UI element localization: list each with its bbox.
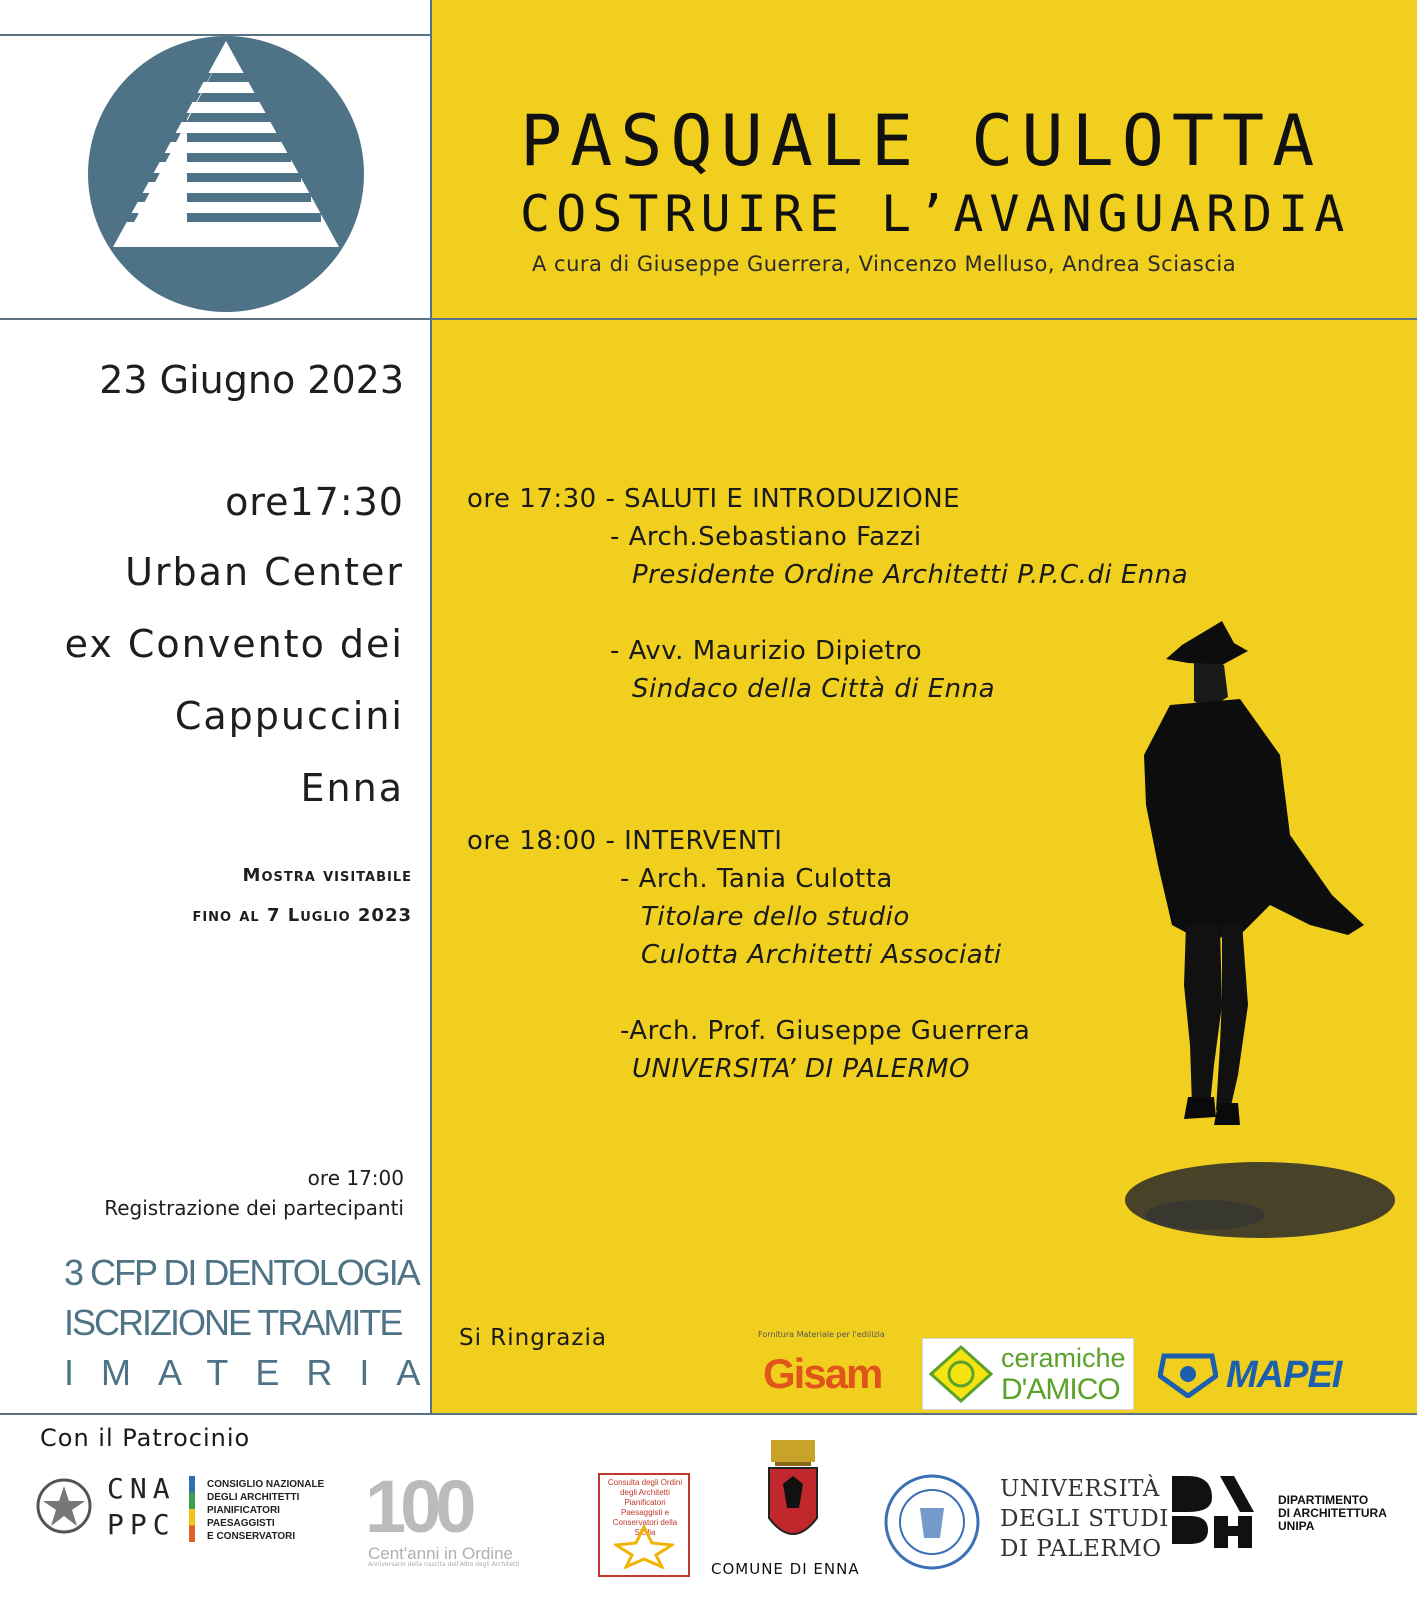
damico-line2: D'AMICO xyxy=(1001,1373,1120,1406)
cnappc-text-line: E CONSERVATORI xyxy=(207,1531,296,1542)
program-speaker-role: UNIVERSITA’ DI PALERMO xyxy=(632,1054,970,1084)
comune-label: COMUNE DI ENNA xyxy=(711,1560,860,1578)
unipa-text-line: DEGLI STUDI xyxy=(1000,1506,1169,1532)
program-speaker-role: Titolare dello studio xyxy=(641,902,910,932)
program-speaker: - Arch.Sebastiano Fazzi xyxy=(610,522,922,552)
program-session-heading: ore 17:30 - SALUTI E INTRODUZIONE xyxy=(467,484,961,514)
registration-label: Registrazione dei partecipanti xyxy=(104,1196,404,1220)
curators-line: A cura di Giuseppe Guerrera, Vincenzo Melluso, Andrea Sciascia xyxy=(532,252,1237,276)
program-speaker-role: Presidente Ordine Architetti P.P.C.di Enna xyxy=(632,560,1189,590)
cnappc-text-line: CONSIGLIO NAZIONALE xyxy=(207,1479,325,1490)
darch-monogram-icon xyxy=(1168,1472,1268,1552)
exhibition-dates-line: fino al 7 Luglio 2023 xyxy=(192,905,412,926)
program-speaker: - Avv. Maurizio Dipietro xyxy=(610,636,923,666)
darch-text-line: DIPARTIMENTO xyxy=(1278,1493,1369,1507)
city-crest-icon xyxy=(765,1438,821,1556)
darch-text-line: UNIPA xyxy=(1278,1519,1315,1533)
centanni-number: 100 xyxy=(365,1465,471,1548)
centanni-caption: Anniversario della nascita dell'Albo degli Architetti xyxy=(368,1561,520,1568)
exhibition-subtitle: COSTRUIRE L’AVANGUARDIA xyxy=(520,185,1351,243)
exhibition-title: PASQUALE CULOTTA xyxy=(520,100,1323,182)
walking-man-silhouette xyxy=(1110,605,1410,1255)
darch-text-line: DI ARCHITETTURA xyxy=(1278,1506,1387,1520)
patronage-label: Con il Patrocinio xyxy=(40,1424,251,1452)
divider-bottom xyxy=(0,1413,1417,1415)
venue-line: Urban Center xyxy=(125,550,404,594)
diamond-icon xyxy=(929,1345,993,1403)
cfp-registration-line: ISCRIZIONE TRAMITE xyxy=(64,1302,402,1343)
gisam-tagline: Fornitura Materiale per l'edilizia xyxy=(758,1330,885,1339)
cnappc-text-line: PAESAGGISTI xyxy=(207,1518,275,1529)
unipa-logo xyxy=(882,1472,1169,1572)
mapei-emblem-icon xyxy=(1158,1352,1218,1398)
ceramiche-damico-logo xyxy=(922,1338,1134,1410)
program-session-heading: ore 18:00 - INTERVENTI xyxy=(467,826,783,856)
exhibition-dates-line: Mostra visitabile xyxy=(242,865,412,886)
consulta-ordini-logo xyxy=(598,1473,690,1577)
gisam-wordmark: Gisam xyxy=(763,1350,882,1397)
divider-vertical xyxy=(430,0,432,1415)
event-time: ore17:30 xyxy=(225,480,404,524)
event-date: 23 Giugno 2023 xyxy=(99,358,404,402)
program-speaker-role: Culotta Architetti Associati xyxy=(641,940,1002,970)
cnappc-text-line: PIANIFICATORI xyxy=(207,1505,280,1516)
university-seal-icon xyxy=(882,1472,982,1572)
cfp-credits-line: 3 CFP DI DENTOLOGIA xyxy=(64,1252,419,1293)
venue-line: Cappuccini xyxy=(174,694,404,738)
unipa-text-line: DI PALERMO xyxy=(1000,1536,1162,1562)
program-speaker: -Arch. Prof. Giuseppe Guerrera xyxy=(620,1016,1031,1046)
thanks-label: Si Ringrazia xyxy=(459,1325,607,1351)
star-icon xyxy=(614,1525,674,1569)
divider-middle xyxy=(0,318,1417,320)
gisam-logo xyxy=(758,1330,898,1410)
comune-enna-logo xyxy=(705,1438,880,1578)
cfp-platform-line: IMATERIA xyxy=(64,1352,448,1393)
mapei-wordmark: MAPEI xyxy=(1226,1354,1342,1396)
damico-line1: ceramiche xyxy=(1001,1343,1126,1373)
centanni-title: Cent'anni in Ordine xyxy=(368,1544,513,1563)
mapei-logo xyxy=(1158,1350,1368,1400)
registration-time: ore 17:00 xyxy=(307,1166,404,1190)
pyramid-logo-icon xyxy=(85,33,367,315)
cnappc-logo xyxy=(35,1470,345,1550)
cnappc-letters-bottom: PPC xyxy=(107,1508,176,1541)
centanni-logo xyxy=(365,1465,555,1568)
program-speaker-role: Sindaco della Città di Enna xyxy=(632,674,996,704)
program-speaker: - Arch. Tania Culotta xyxy=(620,864,893,894)
consulta-text: Consulta degli Ordini degli Architetti Pianificatori Paesaggisti e Conservatori della Sicilia xyxy=(607,1478,683,1537)
unipa-text-line: UNIVERSITÀ xyxy=(1000,1476,1160,1502)
venue-line: Enna xyxy=(300,766,404,810)
darch-logo xyxy=(1168,1472,1413,1562)
cnappc-text-line: DEGLI ARCHITETTI xyxy=(207,1492,300,1503)
cnappc-letters-top: CNA xyxy=(107,1472,176,1505)
italian-republic-emblem-icon xyxy=(35,1476,93,1540)
venue-line: ex Convento dei xyxy=(64,622,404,666)
cnappc-color-bar xyxy=(189,1476,195,1542)
